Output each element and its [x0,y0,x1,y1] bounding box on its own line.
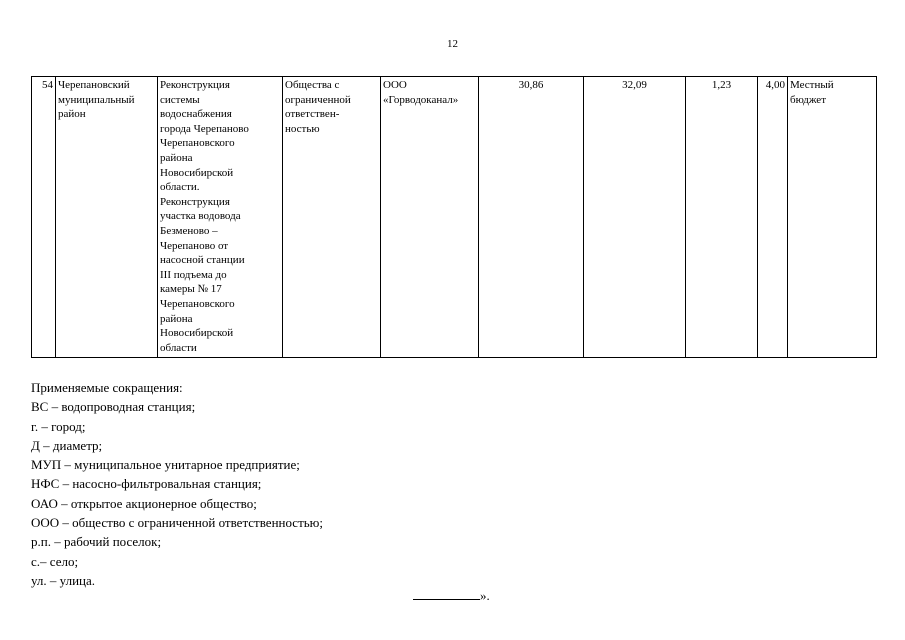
closing-quote: ». [480,588,490,603]
signature-line [413,586,480,600]
org-type-cell: Общества с ограниченной ответствен- ностью [283,77,381,358]
abbreviation-item: НФС – насосно-фильтровальная станция; [31,476,262,492]
data-table [31,76,877,358]
district-cell: Черепановский муниципальный район [56,77,158,358]
abbreviation-item: МУП – муниципальное унитарное предприятие; [31,457,300,473]
value-4-cell: 4,00 [758,77,788,358]
table-row [32,77,877,358]
row-number-cell: 54 [32,77,56,358]
page-number: 12 [447,38,458,50]
abbreviation-item: ВС – водопроводная станция; [31,399,196,415]
abbreviation-item: с.– село; [31,553,79,569]
value-1-cell: 30,86 [479,77,584,358]
closing-mark [413,586,490,604]
abbreviation-item: Д – диаметр; [31,437,103,453]
budget-cell: Местный бюджет [788,77,877,358]
org-name-cell: ООО «Горводоканал» [381,77,479,358]
abbreviations-list [31,378,323,590]
abbreviation-item: ООО – общество с ограниченной ответственностью; [31,515,324,531]
abbreviations-heading: Применяемые сокращения: [31,380,183,395]
value-2-cell: 32,09 [584,77,686,358]
abbreviation-item: г. – город; [31,418,86,434]
abbreviation-item: ОАО – открытое акционерное общество; [31,495,257,511]
abbreviation-item: р.п. – рабочий поселок; [31,534,162,550]
value-3-cell: 1,23 [686,77,758,358]
project-cell: Реконструкция системы водоснабжения города Черепаново Черепановского района Новосибирской области. Реконструкция участка водовода Безменово – Черепаново от насосной станции III подъема до камеры № 17 Черепановского района Новосибирской области [158,77,283,358]
abbreviation-item: ул. – улица. [31,572,96,588]
